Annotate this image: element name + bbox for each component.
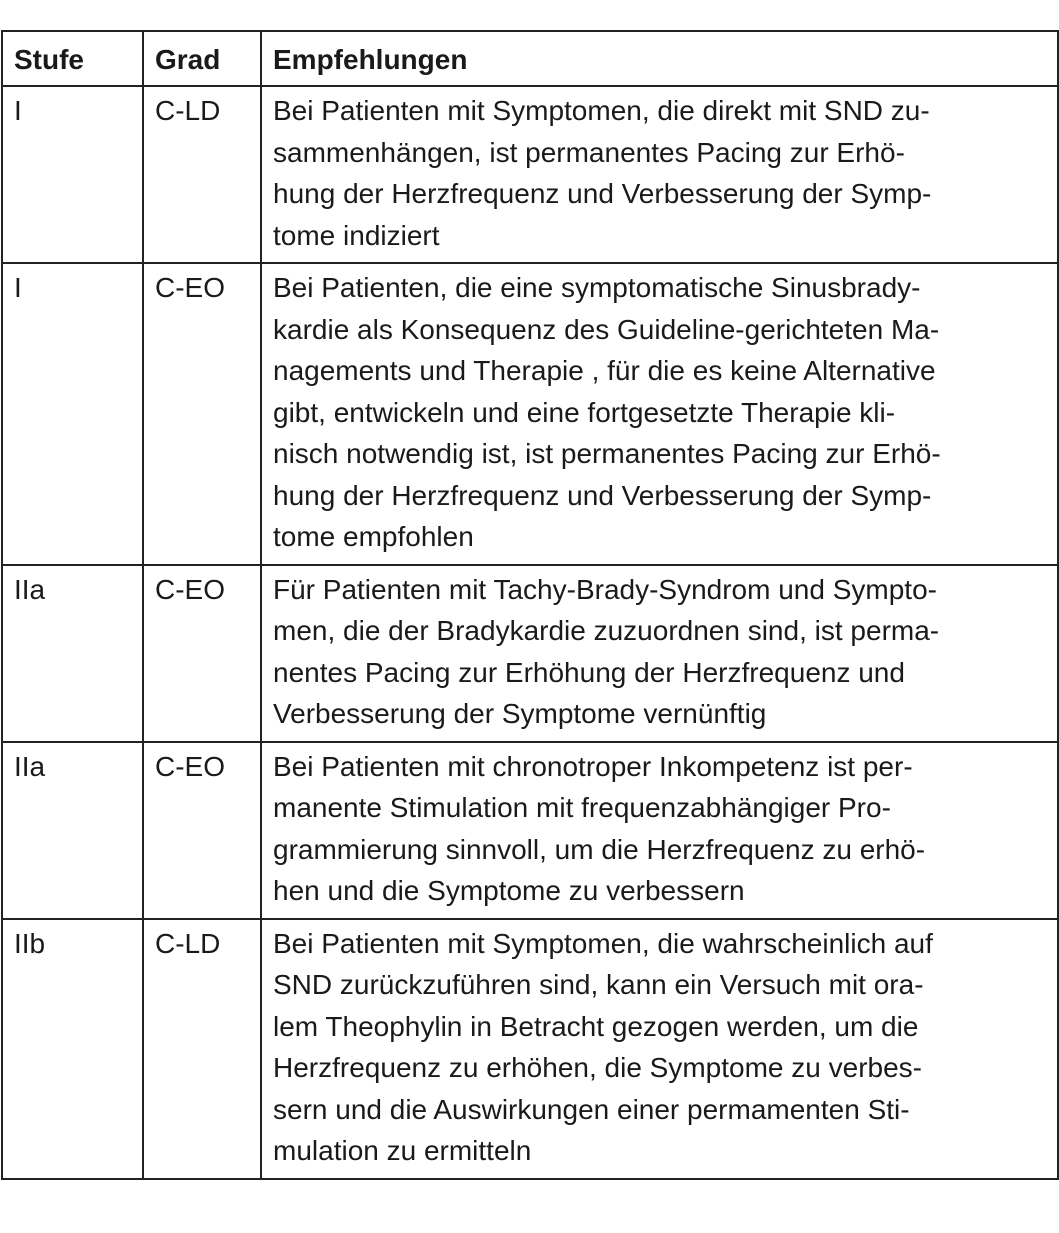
empfehlung-line: lem Theophylin in Betracht gezogen werden, um die: [273, 1010, 919, 1042]
empfehlung-line: SND zurückzuführen sind, kann ein Versuch mit ora-: [273, 969, 924, 1000]
cell-grad: C-EO: [143, 742, 261, 919]
header-empfehlungen: Empfehlungen: [261, 31, 1058, 86]
header-grad: Grad: [143, 31, 261, 86]
cell-grad: C-EO: [143, 565, 261, 742]
cell-stufe: IIa: [2, 565, 143, 742]
empfehlung-line: hen und die Symptome zu verbessern: [273, 875, 745, 906]
table-row: [2, 742, 1058, 919]
empfehlung-line: tome indiziert: [273, 219, 440, 251]
cell-empfehlung: [261, 565, 1058, 742]
cell-empfehlung: [261, 86, 1058, 263]
empfehlung-line: sern und die Auswirkungen einer permamenten Sti-: [273, 1093, 910, 1125]
table-row: [2, 919, 1058, 1179]
empfehlung-line: Bei Patienten mit chronotroper Inkompetenz ist per-: [273, 750, 913, 782]
table-row: [2, 565, 1058, 742]
recommendations-table: [1, 30, 1059, 1180]
empfehlung-line: hung der Herzfrequenz und Verbesserung der Symp-: [273, 178, 932, 209]
empfehlung-line: Bei Patienten mit Symptomen, die wahrscheinlich auf: [273, 927, 933, 959]
header-stufe: Stufe: [2, 31, 143, 86]
table-row: [2, 86, 1058, 263]
table-body: [2, 86, 1058, 1179]
table-row: [2, 263, 1058, 565]
empfehlung-line: nagements und Therapie , für die es keine Alternative: [273, 355, 936, 386]
empfehlung-line: gibt, entwickeln und eine fortgesetzte Therapie kli-: [273, 396, 896, 428]
empfehlung-line: Verbesserung der Symptome vernünftig: [273, 698, 767, 729]
empfehlung-line: hung der Herzfrequenz und Verbesserung der Symp-: [273, 479, 932, 511]
empfehlung-line: nentes Pacing zur Erhöhung der Herzfrequenz und: [273, 656, 905, 688]
empfehlung-line: Für Patienten mit Tachy-Brady-Syndrom und Sympto-: [273, 573, 937, 605]
cell-grad: C-LD: [143, 919, 261, 1179]
empfehlung-line: nisch notwendig ist, ist permanentes Pacing zur Erhö-: [273, 438, 941, 469]
empfehlung-line: Bei Patienten mit Symptomen, die direkt mit SND zu-: [273, 95, 930, 126]
empfehlung-line: sammenhängen, ist permanentes Pacing zur Erhö-: [273, 136, 905, 168]
cell-grad: C-LD: [143, 86, 261, 263]
cell-stufe: IIb: [2, 919, 143, 1179]
cell-empfehlung: [261, 263, 1058, 565]
header-row: [2, 31, 1058, 86]
empfehlung-line: men, die der Bradykardie zuzuordnen sind, ist perma-: [273, 615, 940, 646]
cell-stufe: IIa: [2, 742, 143, 919]
cell-stufe: I: [2, 86, 143, 263]
empfehlung-line: mulation zu ermitteln: [273, 1135, 532, 1166]
empfehlung-line: kardie als Konsequenz des Guideline-gerichteten Ma-: [273, 313, 940, 345]
cell-empfehlung: [261, 742, 1058, 919]
cell-grad: C-EO: [143, 263, 261, 565]
empfehlung-line: tome empfohlen: [273, 521, 474, 552]
cell-empfehlung: [261, 919, 1058, 1179]
empfehlung-line: Bei Patienten, die eine symptomatische Sinusbrady-: [273, 272, 921, 303]
empfehlung-line: manente Stimulation mit frequenzabhängiger Pro-: [273, 792, 891, 823]
cell-stufe: I: [2, 263, 143, 565]
empfehlung-line: grammierung sinnvoll, um die Herzfrequenz zu erhö-: [273, 833, 926, 865]
empfehlung-line: Herzfrequenz zu erhöhen, die Symptome zu verbes-: [273, 1052, 922, 1083]
